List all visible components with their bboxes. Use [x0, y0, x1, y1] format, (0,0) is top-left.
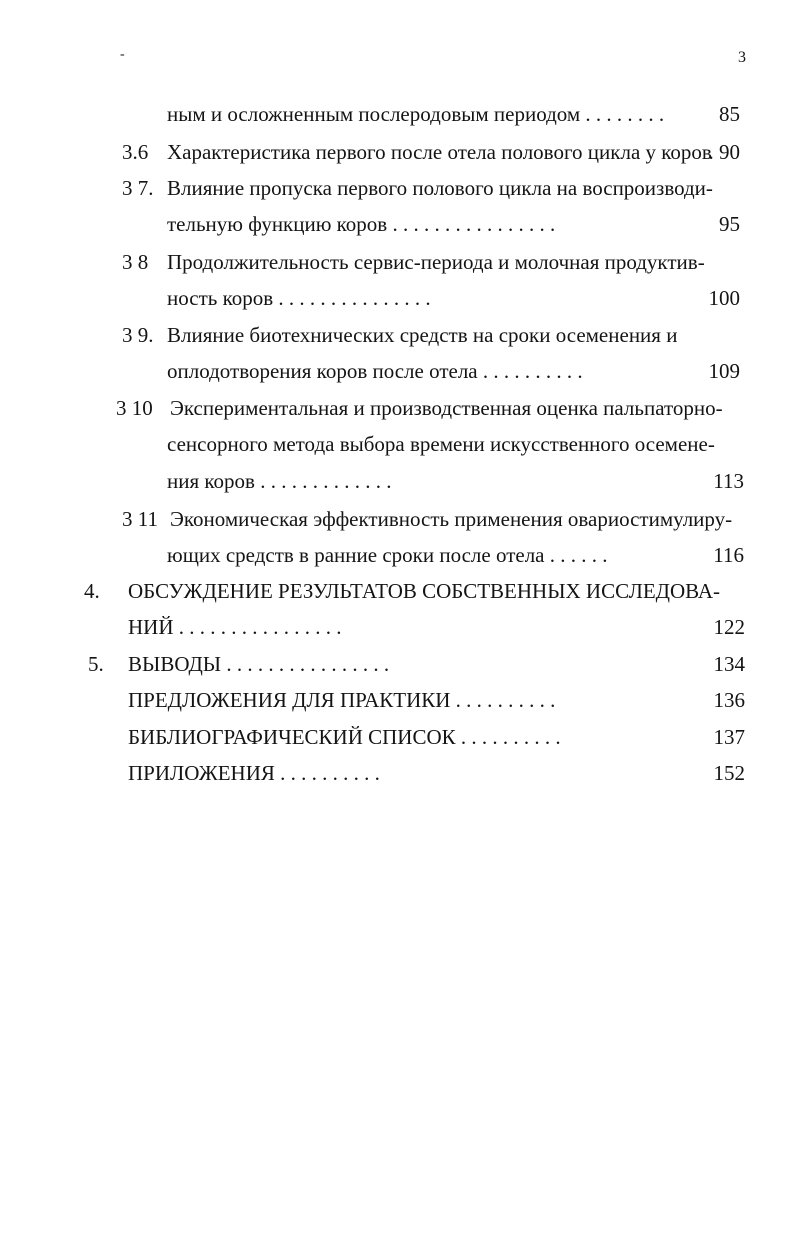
toc-entry-page: 95 [719, 212, 740, 236]
toc-entry-text: ющих средств в ранние сроки после отела . . . . . . [167, 543, 608, 567]
toc-entry-number: 3.6 [122, 140, 149, 164]
toc-entry-page: 134 [713, 652, 745, 676]
toc-entry-text: Экспериментальная и производственная оценка пальпаторно- [170, 396, 723, 420]
toc-entry-text: ПРЕДЛОЖЕНИЯ ДЛЯ ПРАКТИКИ . . . . . . . . . . [128, 688, 556, 712]
toc-entry-text: тельную функцию коров . . . . . . . . . . . . . . . . [167, 212, 556, 236]
toc-entry-number: 3 9. [122, 323, 154, 347]
toc-entry-page: . 90 [708, 140, 740, 164]
toc-entry-number: 3 8 [122, 250, 149, 274]
toc-entry-page: 113 [713, 469, 744, 493]
toc-entry-text: Влияние биотехнических средств на сроки осеменения и [167, 323, 678, 347]
toc-entry-page: 136 [713, 688, 745, 712]
toc-entry-text: ность коров . . . . . . . . . . . . . . . [167, 286, 431, 310]
toc-entry-text: ния коров . . . . . . . . . . . . . [167, 469, 392, 493]
toc-entry-number: 3 7. [122, 176, 154, 200]
page-number: 3 [738, 49, 746, 66]
toc-entry-page: 116 [713, 543, 744, 567]
toc-entry-number: 3 10 [116, 396, 153, 420]
toc-entry-page: 100 [708, 286, 740, 310]
toc-entry-page: 137 [713, 725, 745, 749]
toc-entry-text: НИЙ . . . . . . . . . . . . . . . . [128, 615, 342, 639]
toc-entry-text: ным и осложненным послеродовым периодом . . . . . . . . [167, 102, 665, 126]
toc-entry-number: 5. [88, 652, 104, 676]
toc-entry-text: Продолжительность сервис-периода и молочная продуктив- [167, 250, 705, 274]
toc-entry-text: ПРИЛОЖЕНИЯ . . . . . . . . . . [128, 761, 380, 785]
toc-entry-page: 109 [708, 359, 740, 383]
toc-entry-text: оплодотворения коров после отела . . . . . . . . . . [167, 359, 583, 383]
toc-entry-page: 122 [713, 615, 745, 639]
toc-entry-text: Характеристика первого после отела полового цикла у коров [167, 140, 712, 164]
toc-entry-text: Экономическая эффективность применения овариостимулиру- [170, 507, 733, 531]
toc-entry-page: 85 [719, 102, 740, 126]
toc-entry-number: 3 11 [122, 507, 158, 531]
page-mark: - [120, 47, 125, 62]
toc-entry-number: 4. [84, 579, 100, 603]
toc-entry-text: БИБЛИОГРАФИЧЕСКИЙ СПИСОК . . . . . . . . . . [128, 725, 561, 749]
toc-entry-text: сенсорного метода выбора времени искусственного осемене- [167, 432, 715, 456]
toc-entry-page: 152 [713, 761, 745, 785]
toc-entry-text: ОБСУЖДЕНИЕ РЕЗУЛЬТАТОВ СОБСТВЕННЫХ ИССЛЕДОВА- [128, 579, 720, 603]
toc-entry-text: ВЫВОДЫ . . . . . . . . . . . . . . . . [128, 652, 390, 676]
toc-entry-text: Влияние пропуска первого полового цикла на воспроизводи- [167, 176, 713, 200]
